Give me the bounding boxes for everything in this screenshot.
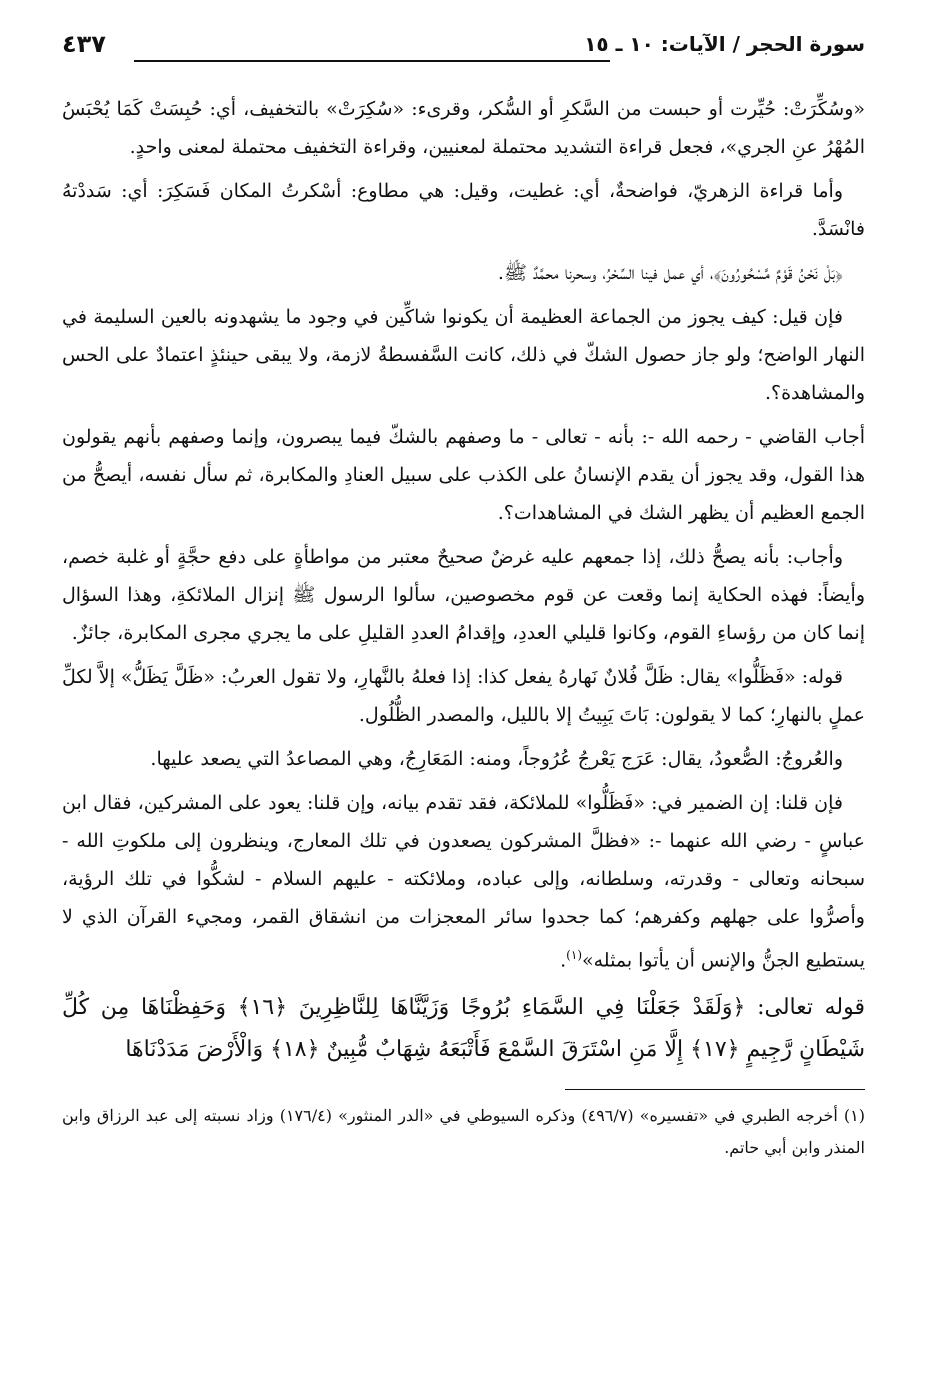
running-title: سورة الحجر / الآيات: ١٠ ـ ١٥: [584, 32, 865, 56]
paragraph: فإن قلنا: إن الضمير في: «فَظَلُّوا» للملائكة، فقد تقدم بيانه، وإن قلنا: يعود على المشركين، فقال ابن عباسٍ - رضي الله عنهما -: «فظلَّ المشركون يصعدون في تلك المعارج، وينظرون إلى ملكوتِ الله - سبحانه وتعالى - وقدرته، وسلطانه، وإلى عباده، وملائكته - عليهم السلام - لشكُّوا في تلك الرؤية، وأصرُّوا على جهلهم وكفرهم؛ كما جحدوا سائر المعجزات من انشقاق القمر، ومجيء القرآن الذي لا يستطيع الجنُّ والإنس أن يأتوا بمثله»$^{(١)}$.: [62, 792, 865, 972]
paragraph: فإن قيل: كيف يجوز من الجماعة العظيمة أن يكونوا شاكِّين في وجود ما يشهدونه بالعين السليمة في النهار الواضح؛ ولو جاز حصول الشكّ في ذلك، كانت السَّفسطةُ لازمة، ولا يبقى حينئذٍ اعتمادٌ على الحس والمشاهدة؟.: [62, 306, 865, 404]
paragraph: وأجاب: بأنه يصحُّ ذلك، إذا جمعهم عليه غرضٌ صحيحٌ معتبر من مواطأةٍ على دفع حجَّةٍ أو غلبة خصم، وأيضاً: فهذه الحكاية إنما وقعت عن قوم مخصوصين، سألوا الرسول ﷺ إنزال الملائكةِ، وهذا السؤال إنما كان من رؤساءِ القوم، وكانوا قليلي العددِ، وإقدامُ العددِ القليلِ على ما يجري مجرى المكابرة، جائزٌ.: [62, 546, 865, 644]
paragraph: والعُروجُ: الصُّعودُ، يقال: عَرَج يَعْرجُ عُرُوجاً، ومنه: المَعَارِجُ، وهي المصاعدُ التي يصعد عليها.: [150, 748, 843, 770]
main-text: [62, 90, 865, 979]
footnote: (١) أخرجه الطبري في «تفسيره» (٤٩٦/٧) وذكره السيوطي في «الدر المنثور» (١٧٦/٤) وزاد نسبته إلى عبد الرزاق وابن المنذر وابن أبي حاتم.: [62, 1106, 865, 1158]
book-page: [62, 30, 865, 1330]
paragraph-text: فإن قلنا: إن الضمير في: «فَظَلُّوا» للملائكة، فقد تقدم بيانه، وإن قلنا: يعود على المشركين، فقال ابن عباسٍ - رضي الله عنهما -: «فظلَّ المشركون يصعدون في تلك المعارج، وينظرون إلى ملكوتِ الله - سبحانه وتعالى - وقدرته، وسلطانه، وإلى عباده، وملائكته - عليهم السلام - لشكُّوا في تلك الرؤية، وأصرُّوا على جهلهم وكفرهم؛ كما جحدوا سائر المعجزات من انشقاق القمر، ومجيء القرآن الذي لا يستطيع الجنُّ والإنس أن يأتوا بمثله»: [62, 792, 865, 972]
paragraph: أجاب القاضي - رحمه الله -: بأنه - تعالى - ما وصفهم بالشكّ فيما يبصرون، وإنما وصفهم بأنهم يقولون هذا القول، وقد يجوز أن يقدم الإنسانُ على الكذب على سبيل العنادِ والمكابرة، ثم سأل نفسه، أيصحُّ من الجمع العظيم أن يظهر الشك في المشاهدات؟.: [62, 426, 865, 524]
header-rule: [134, 60, 610, 62]
paragraph: ﴿بَلْ نَحْنُ قَوْمٌ مَّسْحُورُونَ﴾، أي عمل فينا السِّحْرُ، وسحرنا محمَّدٌ ﷺ.: [497, 262, 843, 284]
page-number: ٤٣٧: [62, 30, 106, 58]
page-header: [62, 30, 865, 68]
paragraph: قوله: «فَظَلُّوا» يقال: ظَلَّ فُلانٌ نَهارهُ يفعل كذا: إذا فعلهُ بالنَّهارِ، ولا تقول العربُ: «ظَلَّ يَظَلُّ» إلاَّ لكلِّ عملٍ بالنهارِ؛ كما لا يقولون: بَاتَ يَبِيتُ إلا بالليل، والمصدر الظُّلُول.: [62, 666, 865, 726]
paragraph: «وسُكِّرَتْ: حُيِّرت أو حبست من السَّكرِ أو السُّكر، وقرىء: «سُكِرَتْ» بالتخفيف، أي: حُبِسَتْ كَمَا يُحْبَسُ المُهْرُ عنِ الجري»، فجعل قراءة التشديد محتملة لمعنيين، وقراءة التخفيف محتملة لمعنى واحدٍ.: [62, 98, 865, 158]
paragraph: وأما قراءة الزهريّ، فواضحةٌ، أي: غطيت، وقيل: هي مطاوع: أسْكرتُ المكان فَسَكِرَ: أي: سَددْتهُ فانْسَدَّ.: [62, 180, 865, 240]
footnote-ref: (١): [566, 948, 582, 962]
quran-verse: قوله تعالى: ﴿وَلَقَدْ جَعَلْنَا فِي السَّمَاءِ بُرُوجًا وَزَيَّنَّاهَا لِلنَّاظِرِينَ ﴿١٦﴾ وَحَفِظْنَاهَا مِن كُلِّ شَيْطَانٍ رَّجِيمٍ ﴿١٧﴾ إِلَّا مَنِ اسْتَرَقَ السَّمْعَ فَأَتْبَعَهُ شِهَابٌ مُّبِينٌ ﴿١٨﴾ وَالْأَرْضَ مَدَدْنَاهَا: [62, 995, 865, 1063]
footnote-rule: [565, 1089, 865, 1090]
